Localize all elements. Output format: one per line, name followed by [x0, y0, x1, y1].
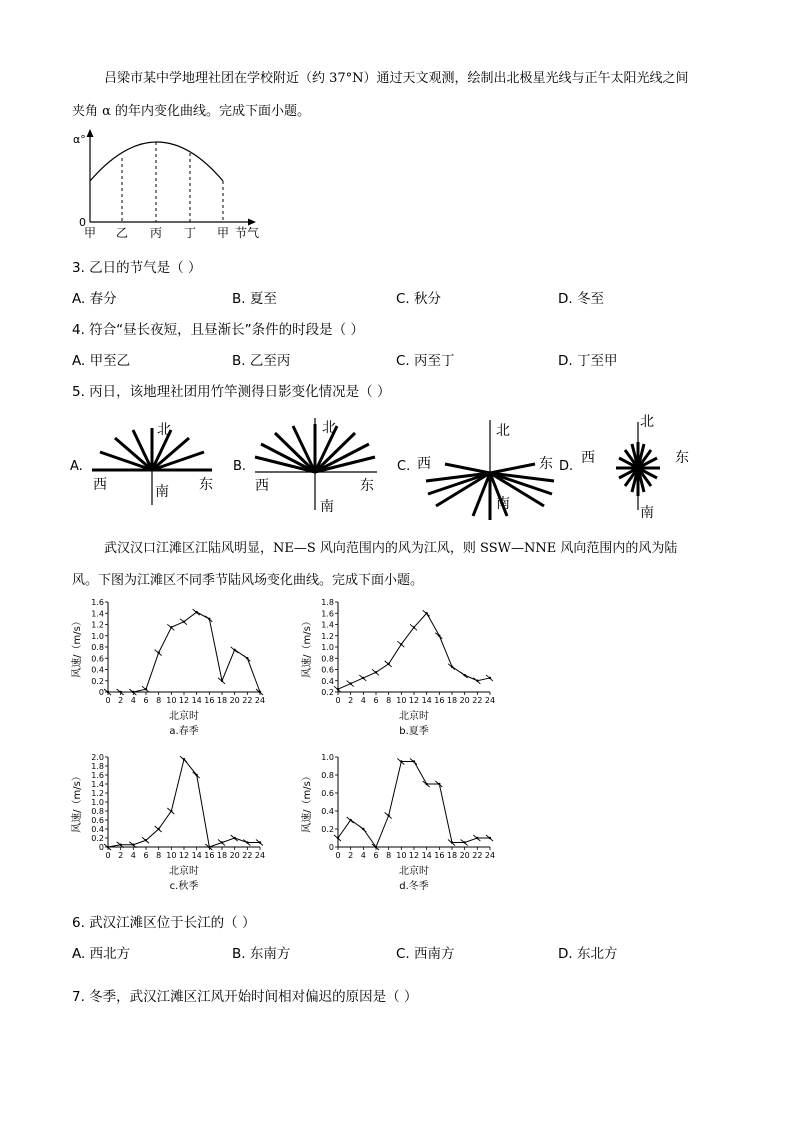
- x-tick-label: 8: [156, 851, 162, 860]
- y-tick-label: 0.8: [321, 771, 334, 780]
- x-axis-title: 北京时: [399, 866, 429, 877]
- chart-title: a.春季: [169, 726, 199, 737]
- q5-option-c[interactable]: [397, 420, 554, 520]
- q4-stem: 4. 符合“昼长夜短，且昼渐长”条件的时段是（ ）: [72, 322, 364, 338]
- x-tick-label: 4: [360, 696, 366, 705]
- q3-option-b[interactable]: B. 夏至: [232, 291, 277, 307]
- x-tick-label: 8: [386, 851, 392, 860]
- x-label-bing: 丙: [150, 226, 163, 240]
- x-tick-label: 18: [446, 851, 458, 860]
- x-tick-label: 14: [421, 696, 432, 705]
- y-tick-label: 1.2: [91, 789, 104, 798]
- chart-title: b.夏季: [399, 726, 429, 737]
- y-tick-label: 0.8: [91, 807, 104, 816]
- q3-stem: 3. 乙日的节气是（ ）: [72, 260, 202, 276]
- y-tick-label: 0.6: [91, 654, 104, 664]
- q5-option-a[interactable]: [70, 422, 213, 505]
- x-tick-label: 20: [459, 696, 470, 705]
- x-tick-label: 12: [178, 696, 190, 705]
- wind-arrow: [461, 672, 468, 678]
- x-tick-label: 10: [396, 851, 407, 860]
- x-tick-label: 12: [408, 851, 420, 860]
- x-tick-label: 4: [130, 696, 136, 705]
- x-tick-label: 8: [156, 696, 162, 705]
- wind-arrow: [359, 675, 366, 681]
- chart-title: d.冬季: [399, 881, 429, 892]
- x-label-ding: 丁: [184, 226, 197, 240]
- x-tick-label: 8: [386, 696, 392, 705]
- x-tick-label: 16: [204, 851, 215, 860]
- y-tick-label: 0.6: [321, 665, 334, 675]
- wind-arrow: [205, 616, 212, 622]
- y-tick-label: 0.4: [321, 676, 334, 686]
- y-tick-label: 1.6: [321, 609, 334, 619]
- south-label-b: 南: [320, 499, 334, 515]
- shadow-star-d: [616, 442, 660, 496]
- y-tick-label: 1.2: [321, 631, 334, 641]
- x-tick-label: 18: [216, 696, 228, 705]
- north-label-d: 北: [640, 414, 654, 430]
- q4-option-d[interactable]: D. 丁至甲: [558, 353, 618, 369]
- x-axis-title: 北京时: [169, 711, 199, 722]
- q4-option-a[interactable]: A. 甲至乙: [72, 353, 131, 369]
- x-tick-label: 0: [335, 851, 341, 860]
- north-label-a: 北: [157, 422, 171, 438]
- north-label-c: 北: [496, 423, 510, 439]
- passage2-line2: 风。下图为江滩区不同季节陆风场变化曲线。完成下面小题。: [72, 573, 424, 588]
- west-label-c: 西: [417, 456, 431, 472]
- x-axis-title: 节气: [235, 226, 260, 240]
- x-tick-label: 0: [335, 696, 341, 705]
- y-axis-title: 风速/（m/s）: [302, 771, 313, 833]
- y-tick-label: 1.4: [91, 609, 104, 619]
- y-axis-title: 风速/（m/s）: [302, 616, 313, 678]
- q5-shadow-options: [65, 410, 705, 525]
- x-tick-label: 6: [373, 851, 379, 860]
- y-tick-label: 0.6: [91, 816, 104, 825]
- y-tick-label: 0.2: [321, 688, 334, 697]
- q3-option-d[interactable]: D. 冬至: [558, 291, 604, 307]
- south-label-d: 南: [640, 505, 654, 521]
- west-label-d: 西: [581, 450, 595, 466]
- x-tick-label: 6: [143, 696, 149, 705]
- q5-letter-d: D.: [559, 459, 574, 474]
- east-label-b: 东: [360, 478, 374, 494]
- x-tick-label: 2: [118, 696, 124, 705]
- wind-arrow: [167, 808, 174, 814]
- passage2-line1: 武汉汉口江滩区江陆风明显，NE—S 风向范围内的风为江风，则 SSW—NNE 风向范围内的风为陆: [104, 541, 678, 556]
- wind-arrow: [435, 633, 442, 639]
- y-tick-label: 0: [98, 843, 104, 852]
- x-axis-arrow: [248, 219, 256, 226]
- y-tick-label: 0.8: [321, 654, 334, 664]
- x-tick-label: 4: [360, 851, 366, 860]
- y-tick-label: 0.2: [91, 676, 104, 686]
- wind-arrow: [347, 681, 354, 687]
- x-tick-label: 22: [242, 851, 253, 860]
- q7-stem: 7. 冬季，武汉江滩区江风开始时间相对偏迟的原因是（ ）: [72, 989, 418, 1005]
- q5-option-b[interactable]: [233, 418, 377, 515]
- wind-arrow: [486, 675, 493, 681]
- x-tick-label: 24: [484, 696, 496, 705]
- y-tick-label: 1.4: [91, 780, 104, 789]
- q6-option-b[interactable]: B. 东南方: [232, 946, 291, 962]
- east-label-a: 东: [199, 477, 213, 493]
- y-tick-label: 0: [98, 688, 104, 697]
- passage1-line2: 夹角 α 的年内变化曲线。完成下面小题。: [72, 104, 311, 119]
- wind-arrow: [359, 826, 366, 832]
- east-label-d: 东: [675, 450, 689, 466]
- q5-stem: 5. 丙日，该地理社团用竹竿测得日影变化情况是（ ）: [72, 384, 391, 400]
- q5-letter-a: A.: [70, 459, 83, 474]
- south-label-a: 南: [155, 484, 169, 500]
- x-tick-label: 16: [434, 696, 445, 705]
- wind-speed-line: [108, 759, 260, 847]
- alpha-curve-figure: [60, 125, 270, 245]
- wind-arrow: [347, 817, 354, 823]
- x-tick-label: 22: [242, 696, 253, 705]
- wind-arrow: [372, 669, 379, 675]
- y-tick-label: 0.4: [91, 825, 104, 834]
- x-tick-label: 20: [229, 696, 240, 705]
- x-tick-label: 22: [472, 851, 483, 860]
- y-tick-label: 0.2: [91, 834, 104, 843]
- q6-option-a[interactable]: A. 西北方: [72, 946, 131, 962]
- y-axis-arrow: [87, 129, 94, 137]
- x-tick-label: 0: [105, 851, 111, 860]
- y-tick-label: 0: [328, 843, 334, 852]
- y-tick-label: 1.2: [91, 620, 104, 630]
- y-tick-label: 1.8: [321, 598, 334, 607]
- x-tick-label: 24: [254, 851, 266, 860]
- x-tick-label: 24: [484, 851, 496, 860]
- q4-option-c[interactable]: C. 丙至丁: [396, 353, 455, 369]
- east-label-c: 东: [539, 456, 553, 472]
- north-label-b: 北: [322, 420, 336, 436]
- origin-label: 0: [79, 216, 86, 229]
- y-tick-label: 1.0: [91, 631, 104, 641]
- wind-speed-line: [338, 762, 490, 848]
- x-tick-label: 10: [396, 696, 407, 705]
- y-tick-label: 1.0: [321, 643, 334, 652]
- wind-arrow: [218, 840, 225, 846]
- y-tick-label: 1.8: [91, 762, 104, 771]
- x-tick-label: 12: [178, 851, 190, 860]
- wind-arrow: [243, 655, 250, 661]
- x-tick-label: 20: [459, 851, 470, 860]
- y-tick-label: 1.4: [321, 620, 334, 630]
- wind-arrow: [142, 686, 149, 692]
- y-axis-title: 风速/（m/s）: [72, 616, 83, 678]
- x-tick-label: 14: [191, 851, 202, 860]
- wind-arrow: [180, 619, 187, 625]
- q3-option-a[interactable]: A. 春分: [72, 291, 117, 307]
- x-label-yi: 乙: [116, 226, 129, 240]
- y-axis-label: α°: [73, 133, 86, 146]
- x-tick-label: 14: [191, 696, 202, 705]
- wind-arrow: [231, 835, 238, 841]
- x-tick-label: 24: [254, 696, 266, 705]
- wind-arrow: [193, 772, 200, 778]
- x-tick-label: 6: [373, 696, 379, 705]
- x-tick-label: 14: [421, 851, 432, 860]
- y-tick-label: 1.6: [91, 598, 104, 607]
- x-tick-label: 2: [348, 696, 354, 705]
- q4-option-b[interactable]: B. 乙至丙: [232, 353, 291, 369]
- y-tick-label: 1.0: [91, 798, 104, 807]
- x-tick-label: 4: [130, 851, 136, 860]
- x-axis-title: 北京时: [169, 866, 199, 877]
- chart-title: c.秋季: [169, 881, 199, 892]
- x-tick-label: 2: [348, 851, 354, 860]
- y-tick-label: 0.4: [91, 665, 104, 675]
- q3-option-c[interactable]: C. 秋分: [396, 291, 442, 307]
- x-tick-label: 0: [105, 696, 111, 705]
- q6-option-c[interactable]: C. 西南方: [396, 946, 455, 962]
- x-tick-label: 18: [446, 696, 458, 705]
- x-tick-label: 2: [118, 851, 124, 860]
- y-tick-label: 1.6: [91, 771, 104, 780]
- west-label-b: 西: [255, 478, 269, 494]
- wind-speed-charts: [60, 590, 520, 900]
- x-tick-label: 18: [216, 851, 228, 860]
- q6-stem: 6. 武汉江滩区位于长江的（ ）: [72, 915, 256, 931]
- x-tick-label: 10: [166, 696, 177, 705]
- y-tick-label: 0.4: [321, 807, 334, 816]
- y-tick-label: 0.2: [321, 825, 334, 834]
- q5-letter-b: B.: [233, 459, 247, 474]
- x-tick-label: 12: [408, 696, 420, 705]
- x-tick-label: 20: [229, 851, 240, 860]
- y-tick-label: 0.6: [321, 789, 334, 798]
- y-axis-title: 风速/（m/s）: [72, 771, 83, 833]
- x-label-jia2: 甲: [217, 226, 230, 240]
- west-label-a: 西: [93, 477, 107, 493]
- x-tick-label: 6: [143, 851, 149, 860]
- y-tick-label: 2.0: [91, 753, 104, 762]
- x-axis-title: 北京时: [399, 711, 429, 722]
- shadow-fan-c: [426, 464, 554, 520]
- y-tick-label: 1.0: [321, 753, 334, 762]
- passage1-line1: 吕梁市某中学地理社团在学校附近（约 37°N）通过天文观测，绘制出北极星光线与正午太阳光线之间: [104, 71, 689, 86]
- x-tick-label: 16: [434, 851, 445, 860]
- x-tick-label: 22: [472, 696, 483, 705]
- y-tick-label: 0.8: [91, 643, 104, 652]
- wind-arrow: [423, 610, 430, 616]
- q5-letter-c: C.: [397, 459, 411, 474]
- shadow-fan-a: [92, 428, 212, 470]
- x-label-jia1: 甲: [84, 226, 97, 240]
- shadow-fan-b: [255, 424, 375, 472]
- q5-option-d[interactable]: [559, 414, 689, 521]
- south-label-c: 南: [496, 496, 510, 512]
- x-tick-label: 16: [204, 696, 215, 705]
- x-tick-label: 10: [166, 851, 177, 860]
- q6-option-d[interactable]: D. 东北方: [558, 946, 618, 962]
